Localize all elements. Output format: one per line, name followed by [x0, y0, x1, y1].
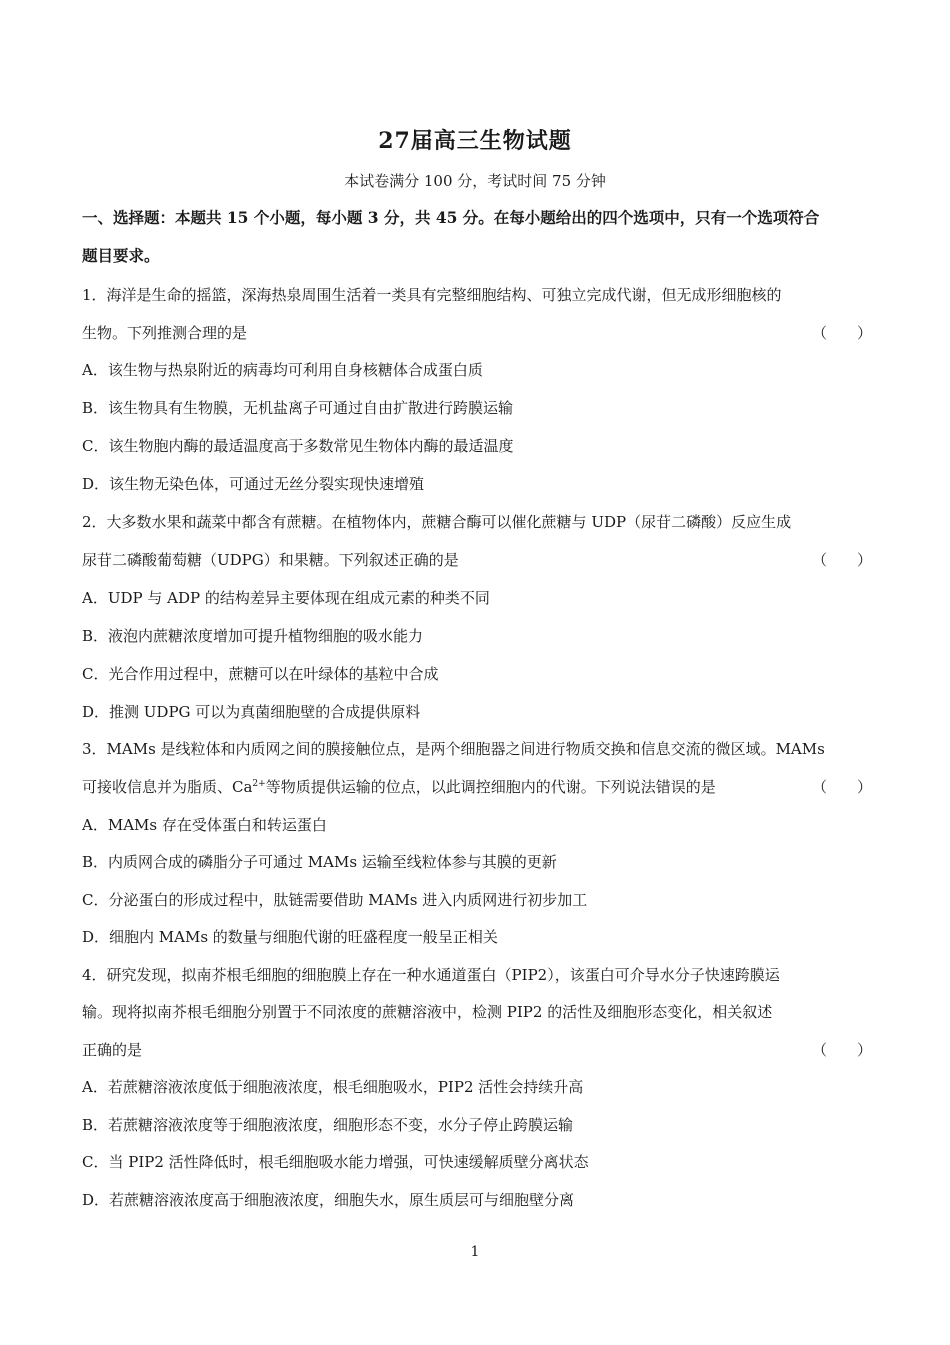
q2-option-a: A．UDP 与 ADP 的结构差异主要体现在组成元素的种类不同: [82, 589, 490, 607]
q1-stem-line2: [82, 323, 872, 343]
q2-stem-line1: 2．大多数水果和蔬菜中都含有蔗糖。在植物体内，蔗糖合酶可以催化蔗糖与 UDP（尿苷二磷酸）反应生成: [82, 513, 792, 531]
q3-stem-line1: 3．MAMs 是线粒体和内质网之间的膜接触位点，是两个细胞器之间进行物质交换和信息交流的微区域。MAMs: [82, 740, 825, 758]
q1-stem-line1: 1．海洋是生命的摇篮，深海热泉周围生活着一类具有完整细胞结构、可独立完成代谢，但无成形细胞核的: [82, 286, 782, 304]
q3-stem-text-a: 可接收信息并为脂质、Ca: [82, 778, 253, 796]
q4-option-c: C．当 PIP2 活性降低时，根毛细胞吸水能力增强，可快速缓解质壁分离状态: [82, 1153, 589, 1171]
q4-stem-line2: 输。现将拟南芥根毛细胞分别置于不同浓度的蔗糖溶液中，检测 PIP2 的活性及细胞形态变化，相关叙述: [82, 1003, 773, 1021]
q1-option-b: B．该生物具有生物膜，无机盐离子可通过自由扩散进行跨膜运输: [82, 399, 514, 417]
q4-option-a: A．若蔗糖溶液浓度低于细胞液浓度，根毛细胞吸水，PIP2 活性会持续升高: [82, 1078, 584, 1096]
q4-option-d: D．若蔗糖溶液浓度高于细胞液浓度，细胞失水，原生质层可与细胞壁分离: [82, 1191, 575, 1209]
q2-stem-line2: [82, 550, 872, 570]
q2-answer-bracket: （ ）: [811, 551, 872, 569]
q4-option-b: B．若蔗糖溶液浓度等于细胞液浓度，细胞形态不变，水分子停止跨膜运输: [82, 1116, 574, 1134]
q1-answer-bracket: （ ）: [811, 324, 872, 342]
q3-option-b: B．内质网合成的磷脂分子可通过 MAMs 运输至线粒体参与其膜的更新: [82, 853, 557, 871]
section-heading-line2: 题目要求。: [82, 246, 160, 265]
q2-stem-text: 尿苷二磷酸葡萄糖（UDPG）和果糖。下列叙述正确的是: [82, 551, 459, 569]
q4-stem-line1: 4．研究发现，拟南芥根毛细胞的细胞膜上存在一种水通道蛋白（PIP2），该蛋白可介导水分子快速跨膜运: [82, 966, 780, 984]
q3-option-d: D．细胞内 MAMs 的数量与细胞代谢的旺盛程度一般呈正相关: [82, 928, 498, 946]
q3-answer-bracket: （ ）: [811, 778, 872, 796]
page-title: 27届高三生物试题: [378, 128, 572, 154]
q1-option-d: D．该生物无染色体，可通过无丝分裂实现快速增殖: [82, 475, 425, 493]
q3-option-a: A．MAMs 存在受体蛋白和转运蛋白: [82, 816, 327, 834]
page-number: 1: [470, 1244, 480, 1260]
q4-answer-bracket: （ ）: [811, 1041, 872, 1059]
q2-option-d: D．推测 UDPG 可以为真菌细胞壁的合成提供原料: [82, 703, 421, 721]
q1-stem-text: 生物。下列推测合理的是: [82, 324, 248, 342]
q2-option-b: B．液泡内蔗糖浓度增加可提升植物细胞的吸水能力: [82, 627, 424, 645]
exam-info: 本试卷满分 100 分，考试时间 75 分钟: [344, 172, 606, 190]
q1-option-c: C．该生物胞内酶的最适温度高于多数常见生物体内酶的最适温度: [82, 437, 514, 455]
q3-option-c: C．分泌蛋白的形成过程中，肽链需要借助 MAMs 进入内质网进行初步加工: [82, 891, 588, 909]
q3-stem-text-b: 等物质提供运输的位点，以此调控细胞内的代谢。下列说法错误的是: [265, 778, 716, 796]
q3-stem-line2: [82, 777, 872, 797]
q1-option-a: A．该生物与热泉附近的病毒均可利用自身核糖体合成蛋白质: [82, 361, 483, 379]
q2-option-c: C．光合作用过程中，蔗糖可以在叶绿体的基粒中合成: [82, 665, 439, 683]
q3-superscript: 2+: [252, 779, 266, 789]
q4-stem-line3: [82, 1040, 872, 1060]
section-heading-line1: 一、选择题：本题共 15 个小题，每小题 3 分，共 45 分。在每小题给出的四个选项中，只有一个选项符合: [82, 208, 820, 227]
q4-stem-text: 正确的是: [82, 1041, 143, 1059]
